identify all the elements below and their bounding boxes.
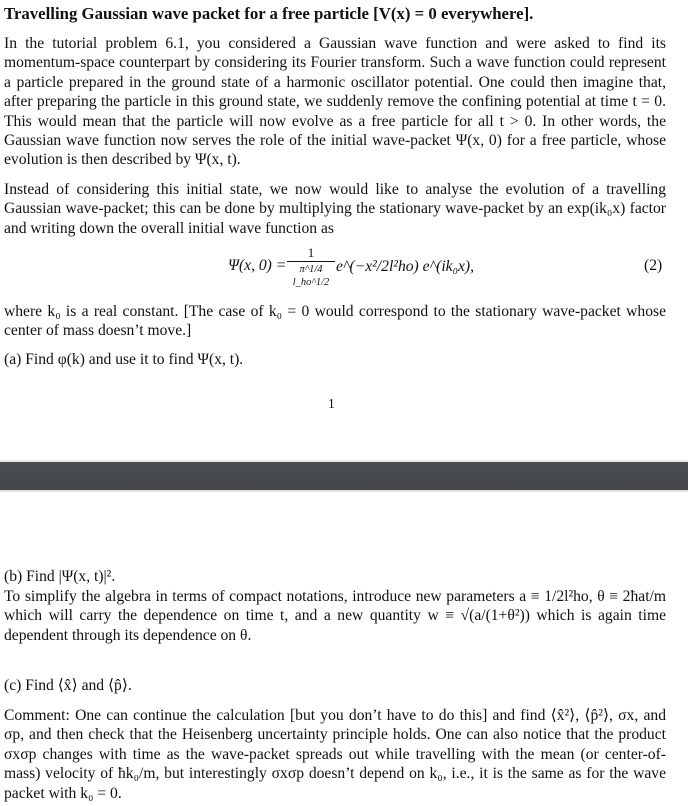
- part-a: (a) Find φ(k) and use it to find Ψ(x, t).: [4, 351, 244, 368]
- fraction-denominator: π^1/4 l_ho^1/2: [292, 264, 330, 288]
- part-b: (b) Find |Ψ(x, t)|².: [4, 568, 116, 585]
- part-b-paragraph: To simplify the algebra in terms of compact notations, introduce new parameters a ≡ 1/2l²ho, θ ≡ 2ħat/m which will carry the dependence on time t, and a new quantity w ≡ √(a/(1+θ²)) which is again time dependent through its dependence on θ.: [4, 588, 666, 644]
- travelling-packet-paragraph: Instead of considering this initial state, we now would like to analyse the evolution of a travelling Gaussian wave-packet; this can be done by multiplying the stationary wave-packet by an exp(ik₀x) factor and writing down the overall initial wave function as: [4, 181, 666, 237]
- fraction-numerator: 1: [307, 245, 315, 260]
- equation-fraction: [287, 246, 335, 289]
- page-separator: [0, 460, 688, 492]
- part-c: (c) Find ⟨x̂⟩ and ⟨p̂⟩.: [4, 677, 132, 694]
- comment-paragraph: Comment: One can continue the calculation [but you don’t have to do this] and find ⟨x̂²⟩, ⟨p̂²⟩, σx, and σp, and then check that the Heisenberg uncertainty principle holds. One can also notice that the product σxσp changes with time as the wave-packet spreads out while travelling with the mean (or center-of-mass) velocity of ħk₀/m, but interestingly σxσp doesn’t depend on k₀, i.e., it is the same as for the wave packet with k₀ = 0.: [4, 707, 666, 802]
- k0-paragraph: where k₀ is a real constant. [The case of k₀ = 0 would correspond to the stationary wave-packet whose center of mass doesn’t move.]: [4, 303, 666, 340]
- intro-paragraph: In the tutorial problem 6.1, you considered a Gaussian wave function and were asked to find its momentum-space counterpart by considering its Fourier transform. Such a wave function could represent a particle prepared in the ground state of a harmonic oscillator potential. One could then imagine that, after preparing the particle in this ground state, we suddenly remove the confining potential at time t = 0. This would mean that the particle will now evolve as a free particle for all t > 0. In other words, the Gaussian wave function now serves the role of the initial wave-packet Ψ(x, 0) for a free particle, whose evolution is then described by Ψ(x, t).: [4, 35, 666, 169]
- equation-exponential: e^(−x²/2l²ho) e^(ik₀x),: [336, 258, 475, 275]
- equation-2: [0, 245, 688, 290]
- page-number: 1: [328, 396, 335, 411]
- page-title: Travelling Gaussian wave packet for a free particle [V(x) = 0 everywhere].: [4, 4, 534, 23]
- equation-lhs: Ψ(x, 0) =: [228, 257, 287, 274]
- fraction-bar: [287, 261, 335, 262]
- equation-number: (2): [644, 257, 663, 274]
- document-page-2: [0, 492, 688, 806]
